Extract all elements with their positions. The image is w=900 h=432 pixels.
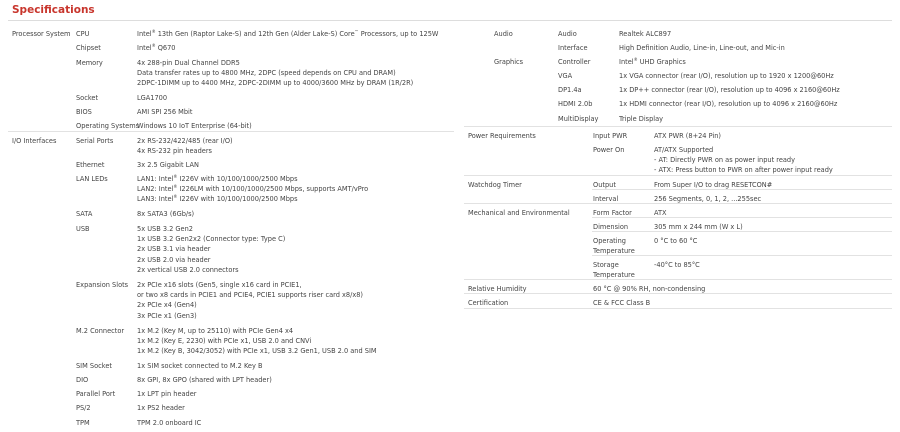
spec-label: M.2 Connector bbox=[76, 327, 125, 335]
spec-label: Audio bbox=[558, 30, 577, 38]
group-divider bbox=[464, 126, 892, 127]
spec-label: Form Factor bbox=[593, 209, 632, 217]
page-title: Specifications bbox=[12, 4, 95, 16]
group-divider bbox=[464, 279, 892, 280]
spec-value: 2x PCIe x4 (Gen4) bbox=[137, 301, 197, 310]
spec-value: 1x M.2 (Key M, up to 25110) with PCIe Gen4 x4 bbox=[137, 327, 294, 335]
spec-label: BIOS bbox=[76, 108, 92, 116]
spec-value: 4x 288-pin Dual Channel DDR5 bbox=[137, 59, 240, 67]
group-divider bbox=[464, 308, 892, 309]
group-divider bbox=[464, 175, 892, 176]
group-label: I/O Interfaces bbox=[12, 137, 57, 145]
spec-value: 3x PCIe x1 (Gen3) bbox=[137, 311, 197, 320]
spec-value: 256 Segments, 0, 1, 2, ...255sec bbox=[654, 195, 762, 203]
spec-label: USB bbox=[76, 225, 90, 233]
spec-value: 0 °C to 60 °C bbox=[654, 237, 698, 245]
spec-value: 1x PS2 header bbox=[137, 404, 185, 412]
spec-label: TPM bbox=[76, 419, 90, 427]
spec-value: or two x8 cards in PCIE1 and PCIE4, PCIE1 supports riser card x8/x8) bbox=[137, 291, 363, 300]
spec-value: 1x DP++ connector (rear I/O), resolution up to 4096 x 2160@60Hz bbox=[619, 86, 840, 94]
spec-label: Controller bbox=[558, 58, 591, 66]
spec-value: ATX bbox=[654, 209, 667, 217]
group-label: Mechanical and Environmental bbox=[468, 209, 570, 217]
spec-value: -40°C to 85°C bbox=[654, 261, 700, 269]
spec-value: LAN1: Intel® I226V with 10/100/1000/2500 Mbps bbox=[137, 174, 298, 183]
spec-label: PS/2 bbox=[76, 404, 91, 412]
group-label: Processor System bbox=[12, 30, 71, 38]
spec-value: 2x USB 3.1 via header bbox=[137, 245, 211, 254]
spec-value: 3x 2.5 Gigabit LAN bbox=[137, 161, 199, 169]
spec-value: ATX PWR (8+24 Pin) bbox=[654, 132, 722, 140]
spec-label: Operating Systems bbox=[76, 122, 140, 130]
spec-value: LAN2: Intel® I226LM with 10/100/1000/2500 Mbps, supports AMT/vPro bbox=[137, 184, 369, 194]
spec-label: CPU bbox=[76, 30, 90, 38]
spec-label: SATA bbox=[76, 210, 93, 218]
group-divider bbox=[464, 203, 892, 204]
spec-value: - ATX: Press button to PWR on after power input ready bbox=[654, 166, 833, 175]
spec-value: Intel® 13th Gen (Raptor Lake-S) and 12th Gen (Alder Lake-S) Core™ Processors, up to 125W bbox=[137, 29, 439, 38]
spec-value: Data transfer rates up to 4800 MHz, 2DPC (speed depends on CPU and DRAM) bbox=[137, 69, 396, 78]
spec-label: Dimension bbox=[593, 223, 629, 231]
spec-value: 1x HDMI connector (rear I/O), resolution up to 4096 x 2160@60Hz bbox=[619, 100, 838, 108]
row-divider bbox=[592, 189, 892, 190]
spec-label: Socket bbox=[76, 94, 99, 102]
spec-label: Interval bbox=[593, 195, 619, 203]
spec-label: VGA bbox=[558, 72, 573, 80]
spec-value: 60 °C @ 90% RH, non-condensing bbox=[593, 285, 706, 293]
spec-value: 8x GPI, 8x GPO (shared with LPT header) bbox=[137, 376, 272, 384]
spec-value: 1x USB 3.2 Gen2x2 (Connector type: Type C) bbox=[137, 235, 286, 244]
spec-value: From Super I/O to drag RESETCON# bbox=[654, 181, 773, 189]
spec-label: Chipset bbox=[76, 44, 101, 52]
spec-label: LAN LEDs bbox=[76, 175, 108, 183]
group-label: Relative Humidity bbox=[468, 285, 527, 293]
spec-value: 1x M.2 (Key B, 3042/3052) with PCIe x1, USB 3.2 Gen1, USB 2.0 and SIM bbox=[137, 347, 377, 356]
spec-label: Operating bbox=[593, 237, 626, 245]
spec-value: 8x SATA3 (6Gb/s) bbox=[137, 210, 195, 218]
spec-value: 2x USB 2.0 via header bbox=[137, 255, 211, 264]
row-divider bbox=[592, 255, 892, 256]
spec-value: 4x RS-232 pin headers bbox=[137, 147, 212, 156]
spec-label: Parallel Port bbox=[76, 390, 116, 398]
spec-label: Storage bbox=[593, 261, 619, 269]
title-divider bbox=[8, 20, 892, 21]
row-divider bbox=[592, 217, 892, 218]
row-divider bbox=[592, 231, 892, 232]
spec-value: 2x vertical USB 2.0 connectors bbox=[137, 265, 239, 274]
spec-value: - AT: Directly PWR on as power input ready bbox=[654, 156, 796, 165]
spec-value: AMI SPI 256 Mbit bbox=[137, 108, 193, 116]
spec-value: 2DPC-1DIMM up to 4400 MHz, 2DPC-2DIMM up to 4000/3600 MHz by DRAM (1R/2R) bbox=[137, 79, 414, 88]
spec-label: Serial Ports bbox=[76, 137, 114, 145]
spec-label: Power On bbox=[593, 146, 625, 154]
group-label: Audio bbox=[494, 30, 513, 38]
group-label: Graphics bbox=[494, 58, 524, 66]
spec-value: 2x PCIe x16 slots (Gen5, single x16 card in PCIE1, bbox=[137, 281, 302, 289]
spec-label: HDMI 2.0b bbox=[558, 100, 593, 108]
spec-label: MultiDisplay bbox=[558, 115, 599, 123]
spec-value: CE & FCC Class B bbox=[593, 299, 651, 307]
spec-value: 1x SIM socket connected to M.2 Key B bbox=[137, 362, 263, 370]
spec-value: 1x LPT pin header bbox=[137, 390, 197, 398]
spec-label: Output bbox=[593, 181, 616, 189]
spec-value: Intel® Q670 bbox=[137, 43, 176, 52]
spec-value: 1x VGA connector (rear I/O), resolution up to 1920 x 1200@60Hz bbox=[619, 72, 834, 80]
spec-label: Expansion Slots bbox=[76, 281, 129, 289]
spec-label: Input PWR bbox=[593, 132, 628, 140]
spec-label: Interface bbox=[558, 44, 588, 52]
spec-value: Triple Display bbox=[619, 115, 664, 123]
spec-label: Temperature bbox=[593, 271, 635, 280]
group-label: Watchdog Timer bbox=[468, 181, 522, 189]
spec-value: LGA1700 bbox=[137, 94, 168, 102]
spec-value: 1x M.2 (Key E, 2230) with PCIe x1, USB 2.0 and CNVi bbox=[137, 337, 312, 346]
spec-label: DP1.4a bbox=[558, 86, 582, 94]
group-label: Power Requirements bbox=[468, 132, 536, 140]
spec-value: Intel® UHD Graphics bbox=[619, 57, 686, 66]
spec-value: 305 mm x 244 mm (W x L) bbox=[654, 223, 743, 231]
spec-value: 5x USB 3.2 Gen2 bbox=[137, 225, 193, 233]
spec-label: DIO bbox=[76, 376, 89, 384]
spec-label: Ethernet bbox=[76, 161, 105, 169]
spec-value: 2x RS-232/422/485 (rear I/O) bbox=[137, 137, 233, 145]
group-label: Certification bbox=[468, 299, 509, 307]
spec-value: TPM 2.0 onboard IC bbox=[137, 419, 202, 427]
spec-label: SIM Socket bbox=[76, 362, 112, 370]
spec-value: AT/ATX Supported bbox=[654, 146, 714, 154]
group-divider bbox=[8, 131, 454, 132]
spec-value: Windows 10 IoT Enterprise (64-bit) bbox=[137, 122, 252, 130]
spec-value: Realtek ALC897 bbox=[619, 30, 672, 38]
spec-value: High Definition Audio, Line-in, Line-out, and Mic-in bbox=[619, 44, 785, 52]
spec-value: LAN3: Intel® I226V with 10/100/1000/2500 Mbps bbox=[137, 194, 298, 204]
group-divider bbox=[464, 293, 892, 294]
spec-label: Memory bbox=[76, 59, 103, 67]
spec-label: Temperature bbox=[593, 247, 635, 256]
